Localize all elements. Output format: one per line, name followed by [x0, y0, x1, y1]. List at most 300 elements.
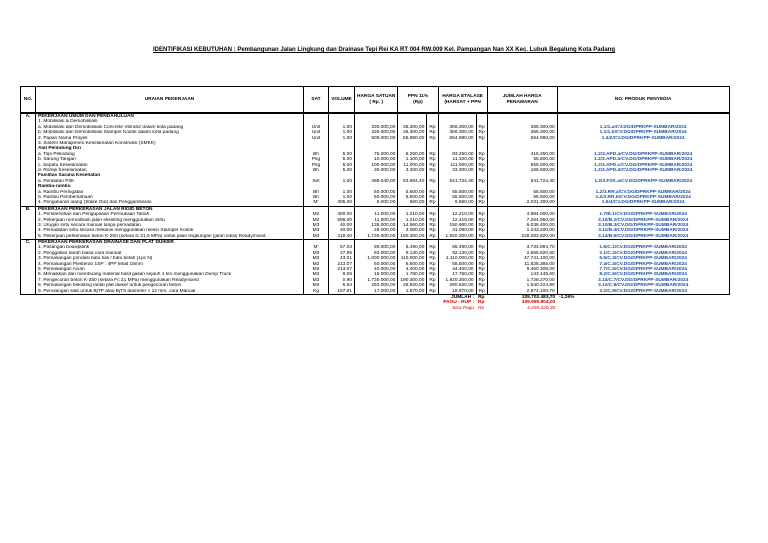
cell-jumlah-harga: 1.243.200,00 — [487, 228, 557, 233]
cell-ppn: 5.500,00 — [398, 195, 427, 200]
cell-rp: Rp — [427, 189, 438, 194]
cell-rp: Rp — [476, 278, 487, 283]
cell-jumlah-harga: 166.500,00 — [487, 168, 557, 173]
cell-rp: Rp — [427, 272, 438, 277]
cell-jumlah-harga: 55.500,00 — [487, 157, 557, 162]
cell-sat: Bh — [304, 168, 329, 173]
cell-uraian: b. Sarung Tangan — [36, 157, 304, 162]
header-jumlah-sub: PENAWARAN — [506, 99, 538, 105]
header-no: NO. — [21, 87, 36, 113]
cell-volume: 40.00 — [329, 228, 355, 233]
cell-volume: 157.61 — [329, 289, 355, 295]
jumlah-rp: Rp — [476, 294, 487, 300]
cell-produk: 1.1/1.b/CV.DG/DPRKPP-SUMBAR/2024 — [557, 130, 729, 135]
cell-rp: Rp — [427, 163, 438, 168]
cell-sat: M3 — [304, 256, 329, 261]
cell-rp: Rp — [476, 256, 487, 261]
cell-jumlah-harga: 1.728.270,00 — [487, 278, 557, 283]
cell-uraian: Rambu-rambu — [36, 184, 304, 189]
cell-ppn: 190.300,00 — [398, 278, 427, 283]
cell-jumlah-harga: 9.460.308,00 — [487, 267, 557, 272]
cell-volume: 8.06 — [329, 272, 355, 277]
header-harga-etalase — [438, 87, 487, 113]
jumlah-percent: -1,26% — [557, 294, 729, 300]
cell-produk: 3.11/B.4/CV.DG/DPRKPP-SUMBAR/2024 — [557, 228, 729, 233]
cell-sat: Bh — [304, 189, 329, 194]
cell-rp: Rp — [476, 267, 487, 272]
cell-volume: 119.40 — [329, 234, 355, 240]
cell-harga-etalase: 111.000,00 — [438, 163, 476, 168]
cell-rp: Rp — [476, 152, 487, 157]
cell-rp: Rp — [427, 217, 438, 222]
cell-harga-satuan: 488.040,00 — [355, 179, 398, 184]
cell-uraian: 9. Penulangan slab untuk BjTP atau BjTS diameter < 12 mm, cara Manual — [36, 289, 304, 295]
cell-rp: Rp — [476, 212, 487, 217]
cell-sat: M2 — [304, 217, 329, 222]
cell-harga-etalase: 1.920.300,00 — [438, 278, 476, 283]
jumlah-value: 335.702.483,70 — [487, 294, 557, 300]
cell-produk: 1.2/3.APD.c/CV.DG/DPRKPP-SUMBAR/2024 — [557, 163, 729, 168]
page-title: IDENTIFIKASI KEBUTUHAN : Pembangunan Jalan Lingkung dan Drainase Tepi Rei KA RT 004 RW.009 Kel. Pampangan Nan XX Kec. Lubuk Begalung Kota Padang — [153, 47, 615, 53]
cell-jumlah-harga: 11.825.385,00 — [487, 262, 557, 267]
cell-harga-satuan: 59.000,00 — [355, 245, 398, 250]
table-row — [21, 234, 730, 240]
cell-rp: Rp — [476, 262, 487, 267]
cell-volume: 43.01 — [329, 256, 355, 261]
cell-harga-satuan: 509.000,00 — [355, 136, 398, 141]
cell-sat: M2 — [304, 212, 329, 217]
cell-sat: Unit — [304, 130, 329, 135]
cell-uraian: a. Rambu Peringatan — [36, 189, 304, 194]
cell-uraian: 7. Pengecoran beton K-250 (setara Fc 21 MPa) menggunakan Readymixed — [36, 278, 304, 283]
cell-volume: 5.00 — [329, 157, 355, 162]
cell-uraian: a. Peralatan P3K — [36, 179, 304, 184]
cell-ppn: 1.760,00 — [398, 272, 427, 277]
cell-rp: Rp — [427, 262, 438, 267]
cell-jumlah-harga: 143.145,60 — [487, 272, 557, 277]
cell-rp: Rp — [476, 163, 487, 168]
cell-rp: Rp — [476, 179, 487, 184]
cell-rp: Rp — [476, 200, 487, 206]
cell-produk: 3.14/B.5/CV.DG/DPRKPP-SUMBAR/2024 — [557, 234, 729, 240]
cell-rp: Rp — [427, 234, 438, 240]
cell-harga-etalase: 6.660,00 — [438, 200, 476, 206]
cell-ppn: 1.210,00 — [398, 212, 427, 217]
cell-jumlah-harga: 564.990,00 — [487, 136, 557, 141]
cell-ppn: 660,00 — [398, 200, 427, 206]
sisa-pagu-row — [21, 306, 730, 311]
cell-jumlah-harga: 555.000,00 — [487, 163, 557, 168]
cell-jumlah-harga: 541.724,40 — [487, 179, 557, 184]
cell-rp: Rp — [476, 272, 487, 277]
cell-harga-satuan: 11.000,00 — [355, 217, 398, 222]
cell-harga-satuan: 1.000.000,00 — [355, 256, 398, 261]
cell-rp: Rp — [476, 195, 487, 200]
cell-sat: M3 — [304, 278, 329, 283]
cell-harga-satuan: 1.730.000,00 — [355, 234, 398, 240]
header-harga-satuan-sub: ( Rp. ) — [369, 99, 383, 105]
cell-uraian: 2. Pekerjaan normalisasi jalan eksisting menggunakan Sirtu — [36, 217, 304, 222]
cell-sat: Psg — [304, 163, 329, 168]
cell-rp: Rp — [427, 200, 438, 206]
cell-harga-etalase: 1.920.300,00 — [438, 234, 476, 240]
cell-rp: Rp — [427, 157, 438, 162]
cell-sat: Bh — [304, 152, 329, 157]
cell-volume: 40.00 — [329, 223, 355, 228]
cell-sat: M3 — [304, 234, 329, 240]
header-jumlah-label: JUMLAH HARGA — [502, 94, 542, 100]
cell-volume: 1.00 — [329, 136, 355, 141]
cell-harga-satuan: 83.000,00 — [355, 251, 398, 256]
cell-ppn: 53.684,40 — [398, 179, 427, 184]
cell-uraian: PEKERJAAN UMUM DAN PENDAHULUAN — [36, 114, 304, 120]
cell-ppn: 1.100,00 — [398, 157, 427, 162]
cell-rp: Rp — [427, 228, 438, 233]
cell-produk: 1.2/3.APD.b/CV.DG/DPRKPP-SUMBAR/2024 — [557, 157, 729, 162]
cell-rp: Rp — [476, 283, 487, 288]
cell-sat: Unit — [304, 136, 329, 141]
cell-rp: Rp — [476, 245, 487, 250]
cell-uraian: b. Rambu Pemberitahuan — [36, 195, 304, 200]
cell-volume: 5.00 — [329, 168, 355, 173]
pagu-label: PAGU - RUP : — [443, 300, 475, 306]
cell-harga-etalase: 83.250,00 — [438, 152, 476, 157]
cell-jumlah-harga: 366.300,00 — [487, 125, 557, 130]
cell-produk: 1.2/3.FSK.a/CV.DG/DPRKPP-SUMBAR/2024 — [557, 179, 729, 184]
cell-ppn: 190.300,00 — [398, 234, 427, 240]
header-volume: VOLUME — [329, 87, 355, 113]
cell-uraian: d. Rompi Keselamatan — [36, 168, 304, 173]
cell-jumlah-harga: 3.734.894,70 — [487, 245, 557, 250]
cell-sat: M3 — [304, 228, 329, 233]
cell-ppn: 6.490,00 — [398, 245, 427, 250]
cell-ppn: 9.130,00 — [398, 251, 427, 256]
cell-jumlah-harga: 2.974.100,70 — [487, 289, 557, 295]
cell-harga-etalase: 31.080,00 — [438, 228, 476, 233]
cell-rp: Rp — [427, 223, 438, 228]
table-row — [21, 283, 730, 288]
cell-volume: 27.85 — [329, 251, 355, 256]
header-produk: NO. PRODUK PENYEDIA — [557, 87, 729, 113]
header-ppn-sub: (Rp) — [413, 99, 423, 105]
cell-uraian: 5. Pekerjaan perkerasan beton K-250 (setara fc 21,5 MPa) untuk jalan lingkungan (jalan lokal) Readymixed — [36, 234, 304, 240]
header-harga-satuan-label: HARGA SATUAN — [357, 94, 396, 100]
cell-produk: 3.12/C.8/CV.DG/DPRKPP-SUMBAR/2024 — [557, 283, 729, 288]
cell-sat: Kg — [304, 289, 329, 295]
cell-harga-etalase: 55.500,00 — [438, 189, 476, 194]
cell-rp: Rp — [427, 195, 438, 200]
cell-harga-etalase: 33.300,00 — [438, 168, 476, 173]
cell-uraian: 2. Papan Nama Proyek — [36, 136, 304, 141]
cell-sat: M2 — [304, 267, 329, 272]
cell-uraian: PEKERJAAN PERKERASAN JALAN RIGID BETON — [36, 206, 304, 212]
cell-ppn: 28.820,00 — [398, 283, 427, 288]
cell-harga-etalase: 564.990,00 — [438, 136, 476, 141]
cell-volume: 1.00 — [329, 125, 355, 130]
cell-harga-etalase: 12.210,00 — [438, 217, 476, 222]
cell-ppn: 1.210,00 — [398, 217, 427, 222]
cell-rp: Rp — [476, 223, 487, 228]
cell-harga-etalase: 290.820,00 — [438, 283, 476, 288]
cell-produk: 1.1/1.a/CV.DG/DPRKPP-SUMBAR/2024 — [557, 125, 729, 130]
table-row — [21, 212, 730, 217]
cell-rp: Rp — [427, 125, 438, 130]
sisa-pagu-value: 4.293.320,30 — [527, 305, 556, 311]
cell-harga-etalase: 55.500,00 — [438, 195, 476, 200]
cell-volume: 213.07 — [329, 262, 355, 267]
cell-harga-satuan: 330.000,00 — [355, 130, 398, 135]
cell-ppn: 5.500,00 — [398, 189, 427, 194]
cell-sat: Bh — [304, 195, 329, 200]
cell-uraian: a. Topi Pelindung — [36, 152, 304, 157]
cell-uraian: 1. Pembersihan dan Pengupasan Permukaan Tanah — [36, 212, 304, 217]
cell-rp: Rp — [427, 278, 438, 283]
cell-sat: M3 — [304, 251, 329, 256]
cell-rp: Rp — [476, 168, 487, 173]
cell-rp: Rp — [427, 251, 438, 256]
table-row — [21, 228, 730, 233]
cell-sat: M2 — [304, 283, 329, 288]
cell-produk: 7.4/C.4/CV.DG/DPRKPP-SUMBAR/2024 — [557, 262, 729, 267]
cell-harga-etalase: 65.490,00 — [438, 245, 476, 250]
table-row — [21, 130, 730, 135]
cell-harga-satuan: 330.000,00 — [355, 125, 398, 130]
cell-harga-etalase: 44.400,00 — [438, 267, 476, 272]
cell-harga-satuan: 6.000,00 — [355, 200, 398, 206]
cell-rp: Rp — [427, 136, 438, 141]
cell-harga-etalase: 366.300,00 — [438, 130, 476, 135]
cell-ppn: 36.300,00 — [398, 130, 427, 135]
cell-volume: 595.00 — [329, 217, 355, 222]
sisa-pagu-label: Sisa Pagu — [452, 305, 475, 311]
cell-no: C. — [21, 239, 36, 245]
header-ppn-label: PPN 11% — [407, 94, 429, 100]
cell-ppn: 11.000,00 — [398, 163, 427, 168]
cell-produk: 1.7/B.1/CV.DG/DPRKPP-SUMBAR/2024 — [557, 212, 729, 217]
cell-ppn: 3.300,00 — [398, 168, 427, 173]
cell-sat: M' — [304, 200, 329, 206]
cell-volume: 1.00 — [329, 195, 355, 200]
cell-jumlah-harga: 2.031.300,00 — [487, 200, 557, 206]
table-body — [21, 114, 730, 295]
cell-harga-satuan: 40.000,00 — [355, 267, 398, 272]
cell-harga-etalase: 1.110.000,00 — [438, 256, 476, 261]
cell-harga-satuan: 30.000,00 — [355, 168, 398, 173]
cell-harga-satuan: 262.000,00 — [355, 283, 398, 288]
cell-jumlah-harga: 416.250,00 — [487, 152, 557, 157]
cell-harga-satuan: 16.000,00 — [355, 272, 398, 277]
cell-uraian: c. Sepatu Keselamatan — [36, 163, 304, 168]
cell-sat: M3 — [304, 272, 329, 277]
cell-sat: M' — [304, 245, 329, 250]
cell-rp: Rp — [427, 283, 438, 288]
cell-ppn: 4.400,00 — [398, 267, 427, 272]
header-harga-etalase-sub: (HARSAT + PPN — [444, 99, 481, 105]
header-jumlah-harga — [487, 87, 557, 113]
table-row — [21, 256, 730, 261]
cell-produk: 1.4/2/CV.DG/DPRKPP-SUMBAR/2024 — [557, 136, 729, 141]
cell-harga-satuan: 1.730.000,00 — [355, 278, 398, 283]
table-header-row — [21, 87, 730, 113]
cell-volume: 5.64 — [329, 283, 355, 288]
header-ppn — [398, 87, 438, 113]
header-uraian: URAIAN PEKERJAAN — [36, 87, 304, 113]
cell-ppn: 8.250,00 — [398, 152, 427, 157]
table-row — [21, 272, 730, 277]
cell-produk: 3.10/B.2/CV.DG/DPRKPP-SUMBAR/2024 — [557, 217, 729, 222]
cell-sat: Set — [304, 179, 329, 184]
cell-rp: Rp — [427, 168, 438, 173]
cell-harga-satuan: 17.000,00 — [355, 289, 398, 295]
cell-rp: Rp — [476, 234, 487, 240]
cell-rp: Rp — [427, 179, 438, 184]
cell-volume: 1.00 — [329, 179, 355, 184]
cell-produk: 3.10/B.3/CV.DG/DPRKPP-SUMBAR/2024 — [557, 223, 729, 228]
cell-volume: 213.07 — [329, 267, 355, 272]
cell-harga-satuan: 50.000,00 — [355, 262, 398, 267]
cell-ppn: 3.080,00 — [398, 228, 427, 233]
cell-jumlah-harga: 366.300,00 — [487, 130, 557, 135]
cell-harga-etalase: 55.500,00 — [438, 262, 476, 267]
cell-produk: 1.2/3.RR.b/CV.DG/DPRKPP-SUMBAR/2024 — [557, 195, 729, 200]
cell-harga-etalase: 366.300,00 — [438, 125, 476, 130]
cell-uraian: Fasilitas Sarana Kesehatan — [36, 173, 304, 178]
cell-ppn: 36.300,00 — [398, 125, 427, 130]
cell-volume: 400.00 — [329, 212, 355, 217]
cell-sat: M3 — [304, 223, 329, 228]
cell-uraian: 4. Pengukuran ulang (Stake Out) dan Penggambaran — [36, 200, 304, 206]
cell-harga-satuan: 136.000,00 — [355, 223, 398, 228]
cell-volume: 5.00 — [329, 163, 355, 168]
cell-uraian: a. Mobilisasi dan Demobilisasi Concrete Vibrator dalam kota padang — [36, 125, 304, 130]
cell-produk: 1.6/C.1/CV.DG/DPRKPP-SUMBAR/2024 — [557, 245, 729, 250]
cell-uraian: b. Mobilisasi dan Demobilisasi Stamper Kodok dalam kota padang — [36, 130, 304, 135]
cell-ppn: 5.500,00 — [398, 262, 427, 267]
cell-rp: Rp — [476, 189, 487, 194]
cell-produk: 1.2/3.APD.d/CV.DG/DPRKPP-SUMBAR/2024 — [557, 168, 729, 173]
cell-rp: Rp — [427, 289, 438, 295]
cell-jumlah-harga: 47.741.100,00 — [487, 256, 557, 261]
cell-jumlah-harga: 7.264.950,00 — [487, 217, 557, 222]
cell-uraian: 3. Pemasangan pondasi batu kali / batu belah (1pc N) — [36, 256, 304, 261]
cell-produk: 3.14/C.7/CV.DG/DPRKPP-SUMBAR/2024 — [557, 278, 729, 283]
cell-harga-satuan: 50.000,00 — [355, 189, 398, 194]
cell-produk: 3.2/C.9/CV.DG/DPRKPP-SUMBAR/2024 — [557, 289, 729, 295]
cell-rp: Rp — [476, 125, 487, 130]
header-harga-satuan — [355, 87, 398, 113]
cell-ppn: 110.000,00 — [398, 256, 427, 261]
cell-ppn: 1.870,00 — [398, 289, 427, 295]
pagu-rp: Rp — [478, 300, 485, 306]
cell-uraian: 3. Sistem Manajemen Keselamatan Konstruksi (SMKK) — [36, 141, 304, 146]
cell-rp: Rp — [476, 157, 487, 162]
cell-volume: 1.00 — [329, 189, 355, 194]
cell-harga-etalase: 541.724,40 — [438, 179, 476, 184]
cell-ppn: 14.960,00 — [398, 223, 427, 228]
cell-jumlah-harga: 2.565.820,50 — [487, 251, 557, 256]
cell-produk: 1.2/3.RR.a/CV.DG/DPRKPP-SUMBAR/2024 — [557, 189, 729, 194]
cell-jumlah-harga: 1.640.224,80 — [487, 283, 557, 288]
pagu-value: 339.995.804,00 — [521, 300, 556, 306]
cell-ppn: 55.990,00 — [398, 136, 427, 141]
cell-uraian: 8. Pemasangan bekisting lantai plat duiker untuk pengecoran beton — [36, 283, 304, 288]
cell-uraian: 2. Penggalian tanah biasa cara manual — [36, 251, 304, 256]
cell-rp: Rp — [427, 212, 438, 217]
cell-produk: 7.7/C.5/CV.DG/DPRKPP-SUMBAR/2024 — [557, 267, 729, 272]
cell-volume: 305.00 — [329, 200, 355, 206]
cell-jumlah-harga: 55.500,00 — [487, 189, 557, 194]
cell-harga-etalase: 18.870,00 — [438, 289, 476, 295]
cell-rp: Rp — [427, 245, 438, 250]
cell-harga-etalase: 11.100,00 — [438, 157, 476, 162]
sisa-pagu-rp: Rp — [478, 305, 485, 311]
cell-uraian: 3. Urugan sirtu secara manual tanpa pemadatan — [36, 223, 304, 228]
cell-sat: Unit — [304, 125, 329, 130]
cell-produk: 1.2/3.APD.a/CV.DG/DPRKPP-SUMBAR/2024 — [557, 152, 729, 157]
cell-rp: Rp — [476, 217, 487, 222]
cell-uraian: 6. Menaikkan dan membuang material hasil galian sejauh 1 km menggunakan Dump Truck — [36, 272, 304, 277]
cell-volume: 0.90 — [329, 278, 355, 283]
cell-harga-etalase: 17.760,00 — [438, 272, 476, 277]
cell-harga-etalase: 12.210,00 — [438, 212, 476, 217]
cell-uraian: 1. Pasangan bouwplank — [36, 245, 304, 250]
cell-volume: 57.03 — [329, 245, 355, 250]
cell-jumlah-harga: 6.038.400,00 — [487, 223, 557, 228]
cell-rp: Rp — [427, 267, 438, 272]
cell-produk: 8.2/C.6/CV.DG/DPRKPP-SUMBAR/2024 — [557, 272, 729, 277]
cell-sat: M2 — [304, 262, 329, 267]
cell-no: B. — [21, 206, 36, 212]
cell-rp: Rp — [476, 136, 487, 141]
cell-rp: Rp — [427, 256, 438, 261]
cell-produk: 6.5/C.3/CV.DG/DPRKPP-SUMBAR/2024 — [557, 256, 729, 261]
cell-harga-satuan: 75.000,00 — [355, 152, 398, 157]
cell-produk: 2.1/C.2/CV.DG/DPRKPP-SUMBAR/2024 — [557, 251, 729, 256]
cell-sat: Psg — [304, 157, 329, 162]
cell-rp: Rp — [476, 289, 487, 295]
cell-rp: Rp — [476, 130, 487, 135]
jumlah-label: JUMLAH : — [438, 294, 476, 300]
cell-uraian: PEKERJAAN PERKERASAN DRAINASE DAN PLAT DUIKER — [36, 239, 304, 245]
cell-harga-satuan: 100.000,00 — [355, 163, 398, 168]
cell-produk: 1.5/4/CV.DG/DPRKPP-SUMBAR/2024 — [557, 200, 729, 206]
cell-jumlah-harga: 229.283.820,00 — [487, 234, 557, 240]
cell-rp: Rp — [476, 251, 487, 256]
cell-uraian: 4. Pemadatan sirtu secara mekanis menggunakan mesin Stamper Kodok — [36, 228, 304, 233]
cell-harga-satuan: 50.000,00 — [355, 195, 398, 200]
cell-uraian: 5. Pemasangan Acian — [36, 267, 304, 272]
rab-table — [20, 86, 730, 311]
cell-jumlah-harga: 4.884.000,00 — [487, 212, 557, 217]
cell-harga-etalase: 92.130,00 — [438, 251, 476, 256]
cell-harga-satuan: 28.000,00 — [355, 228, 398, 233]
header-harga-etalase-label: HARGA ETALASE — [442, 94, 483, 100]
cell-harga-etalase: 150.960,00 — [438, 223, 476, 228]
cell-harga-satuan: 10.000,00 — [355, 157, 398, 162]
cell-rp: Rp — [427, 130, 438, 135]
cell-uraian: 4. Pemasangan Plesteran 1SP : 4PP tebal 15mm — [36, 262, 304, 267]
cell-no: A. — [21, 114, 36, 120]
cell-harga-satuan: 11.000,00 — [355, 212, 398, 217]
cell-uraian: 1. Mobilisasi & Demobilisasi — [36, 119, 304, 124]
cell-volume: 5.00 — [329, 152, 355, 157]
table-row — [21, 289, 730, 295]
cell-jumlah-harga: 55.500,00 — [487, 195, 557, 200]
cell-uraian: Alat Pelindung Diri — [36, 146, 304, 151]
cell-volume: 1.00 — [329, 130, 355, 135]
cell-rp: Rp — [476, 228, 487, 233]
header-sat: SAT — [304, 87, 329, 113]
